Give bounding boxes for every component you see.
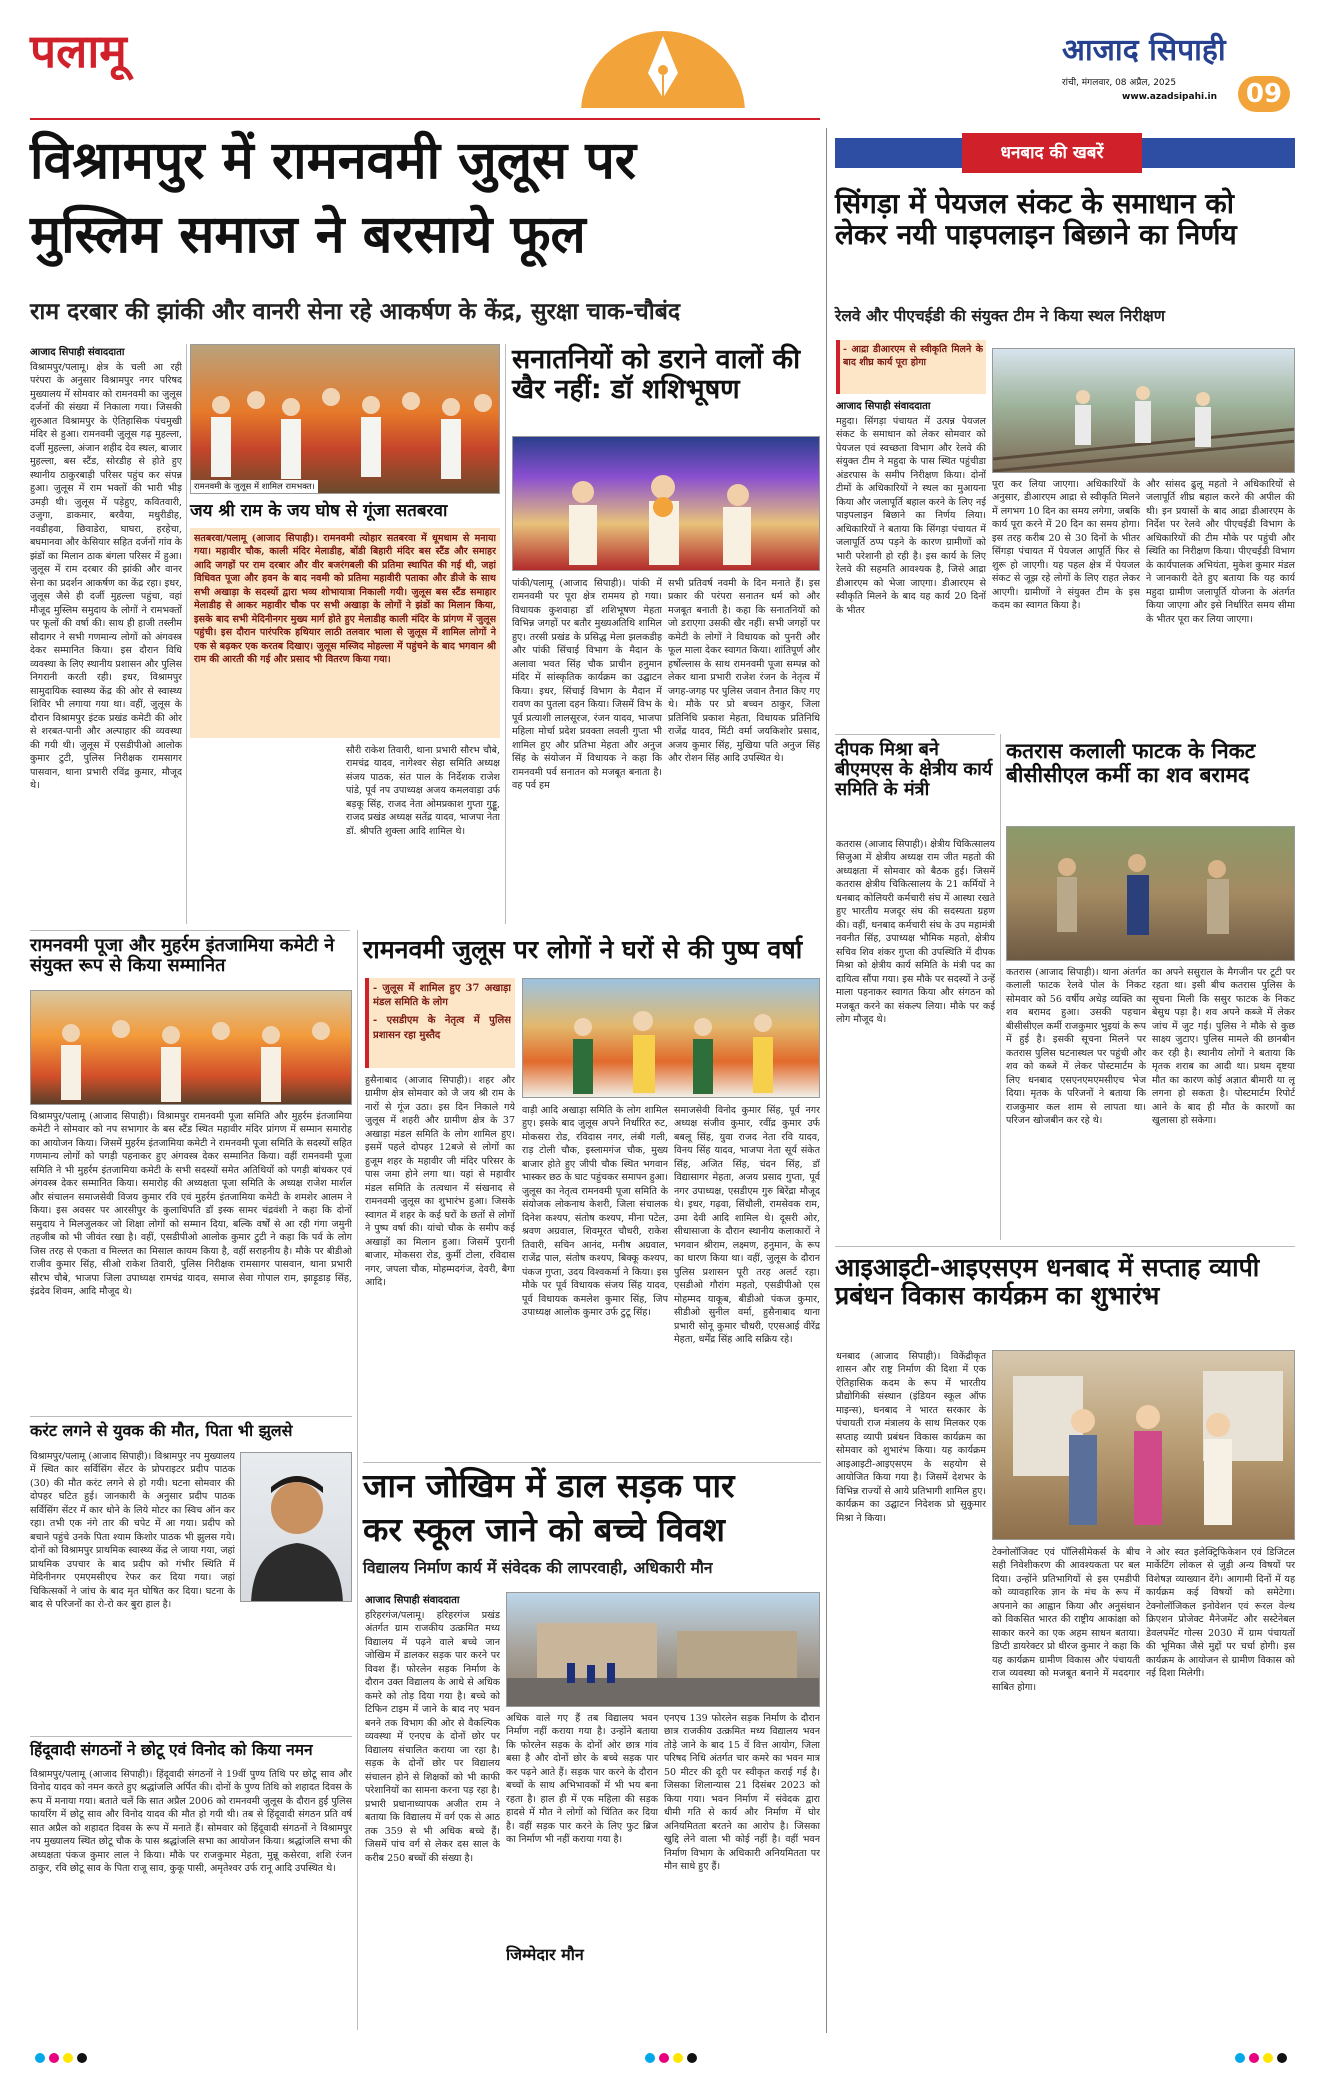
- iit-col2: [992, 1546, 1140, 2030]
- school-col1: [365, 1592, 500, 2028]
- iit-body-c: ने ओर स्वत इलेक्ट्रिफिकेशन एवं डिजिटल मार्केटिंग लोकल से जुड़ी अन्य विषयों पर विशेषज्ञ व्याख्यान देंगे। आगामी दिनों में यह कार्यक्रम कई विषयों को समेटेगा। टेक्नोलॉजिकल इनोवेशन एवं रूरल वेल्थ क्रिएशन प्रोजेक्ट मैनेजमेंट और सस्टेनेबल डेवलपमेंट गोल्स 2030 में ग्राम पंचायतों की भूमिका जैसे मुद्दों पर चर्चा होगी। इस कार्यक्रम के आयोजन से ग्रामीण विकास को नई दिशा मिलेगी।: [1146, 1547, 1295, 1680]
- main-byline: आजाद सिपाही संवाददाता: [30, 347, 125, 358]
- shashi-photo: [512, 436, 820, 571]
- main-procession-photo: [190, 344, 500, 494]
- site-url: www.azadsipahi.in: [1122, 92, 1217, 102]
- main-story-col3: [346, 744, 500, 924]
- juloos-point-2: - एसडीएम के नेतृत्व में पुलिस प्रशासन रहा मुस्तैद: [373, 1015, 511, 1041]
- satbarwa-intro-box: [190, 528, 500, 738]
- main-body: विश्रामपुर/पलामू। क्षेत्र के चली आ रही परंपरा के अनुसार विश्रामपुर नगर परिषद मुख्यालय में सोमवार को रामनवमी का जुलूस दर्जनों की संख्या में निकाला गया। जिसकी शुरुआत विश्रामपुर के ऐतिहासिक पंचमुखी मंदिर से हुआ। रामनवमी जुलूस गढ़ मुहल्ला, दर्जी मुहल्ला, अंजान शहीद देव स्थल, बाजार मुहल्ला, बस स्टैंड, सोरडीह से होते हुए स्थानीय ठाकुरबाड़ी परिसर पहुंच कर संपन्न हुआ। जुलूस में राम भक्तों की भारी भीड़ उमड़ी थी। जुलूस में पड़ेहुए, कवितवारी, उजुगा, डाकमार, बरवैया, मधुरीडीह, नवडीहवा, छिवाडेरा, घाघरा, हरहेचा, बघमानवा और केसियार सहित दर्जनों गांव के झंडों का मिलान ठाक बंगला परिसर में हुआ। जुलूस में राम दरबार की झांकी और वानर सेना का प्रदर्शन आकर्षण का केंद्र रहा। इधर, जुलूस जैसे ही दर्जी मुहल्ला पहुंचा, वहां मौजूद मुस्लिम समुदाय के लोगों ने रामभक्तों पर फूलों की वर्षा की। साथ ही हाजी तस्लीम सौदागर ने सभी गणमान्य लोगों को अंगवस्त्र देकर सम्मानित किया। इस दौरान विधि व्यवस्था के लिए स्थानीय प्रशासन और पुलिस निगरानी करती रही। इधर, विश्रामपुर सामुदायिक स्वास्थ्य केंद्र की ओर से स्वास्थ्य शिविर भी लगाया गया था। वहीं, जुलूस के दौरान विश्रामपुर इंटक प्रखंड कमेटी की ओर से शरबत-पानी और अल्पाहार की व्यवस्था की गयी थी। जुलूस में एसडीपीओ आलोक कुमार टुटी, पुलिस निरीक्षक रामसागर पासवान, थाना प्रभारी रविंद्र कुमार, मौजूद थे।: [30, 362, 182, 792]
- main-col3-body: सौरी राकेश तिवारी, थाना प्रभारी सौरभ चौबे, रामचंद्र यादव, नागेश्वर सेहा समिति अध्यक्ष संजय पाठक, संत पाल के निर्देशक राजेश पांडे, पूर्व नप उपाध्यक्ष अजय कमलवाड़ा उर्फ बड़कू सिंह, राजद नेता ओमप्रकाश गुप्ता गुड्डू, राजद प्रखंड अध्यक्ष सतेंद्र यादव, भाजपा नेता डॉ. श्रीपति शुक्ला आदि शामिल थे।: [346, 745, 500, 837]
- masthead-rule: [30, 118, 820, 120]
- juloos-body-c: समाजसेवी विनोद कुमार सिंह, पूर्व नगर अध्यक्ष संजीव कुमार, रवींद्र कुमार उर्फ बबलू सिंह, युवा राजद नेता रवि यादव, विनय सिंह यादव, भाजपा नेता सूर्य संकेत सिंह, अजित सिंह, चंदन सिंह, डॉ विद्यासागर मेहता, अजय प्रसाद गुप्ता, पूर्व नगर उपाध्यक्ष, एसडीएम गुरु बिरेंद्रा मौजूद थे। इधर, गढ़वा, सिंधौली, रामसेवक राम, उमा देवी आदि शामिल थे। दूसरी ओर, सीधासाजा के दौरान स्थानीय कलाकारों ने भगवान श्रीराम, लक्ष्मण, हनुमान, के रूप का धारण किया था। वहीं, जुलूस के दौरान पुलिस प्रशासन पूरी तरह अलर्ट रहा। एसडीओ गौरांग महतो, एसडीपीओ एस मोहम्मद याकूब, बीडीओ पंकज कुमार, सीडीओ सुनील वर्मा, हुसैनाबाद थाना प्रभारी सोनू कुमार चौधरी, एएसआई वीरेंद्र मेहता, धर्मेंद्र सिंह आदि सक्रिय रहे।: [674, 1105, 820, 1346]
- dhanbad-lead-col2: [992, 478, 1140, 728]
- section-label: पलामू: [30, 24, 127, 78]
- dhanbad-lead-headline: सिंगड़ा में पेयजल संकट के समाधान को लेकर नयी पाइपलाइन बिछाने का निर्णय: [835, 187, 1237, 252]
- deepak-body: कतरास (आजाद सिपाही)। क्षेत्रीय चिकित्सालय सिजुआ में क्षेत्रीय अध्यक्ष राम जीत महतो की अध्यक्षता में सोमवार को बैठक हुई। जिसमें कतरास क्षेत्रीय चिकित्सालय के 21 कर्मियों ने धनबाद कोलियरी कर्मचारी संघ में आस्था रखते हुए भारतीय मजदूर संघ की सदस्यता ग्रहण की। वहीं, धनबाद कर्मचारी संघ के उप महामंत्री नवनीत सिंह, उपाध्यक्ष भौमिक महतो, क्षेत्रीय सचिव शिव शंकर गुप्ता की उपस्थिति में दीपक मिश्रा को क्षेत्रीय कार्य समिति के मंत्री पद का दायित्व सौंपा गया। इस मौके पर सदस्यों ने उन्हें माला पहनाकर स्वागत किया और संगठन को मजबूत करने का संकल्प लिया। मौके पर कई लोग मौजूद थे।: [836, 839, 995, 1026]
- shashi-body-a: पांकी/पलामू (आजाद सिपाही)। पांकी में रामनवमी पर पूरा क्षेत्र राममय हो गया। विधायक कुशवाहा डॉ शशिभूषण मेहता विभिन्न जगहों पर बतौर मुख्यअतिथि शामिल हुए। तरसी प्रखंड के प्रसिद्ध मेला झलकडीह और पांकी सिंचाई विभाग के मैदान के अलावा भवत सिंह चौक प्राचीन हनुमान मंदिर में सांस्कृतिक कार्यक्रम का उद्घाटन किया। इधर, सिंचाई विभाग के मैदान में रावण का पुतला दहन किया। जिसमें विभ के पूर्व प्रत्याशी लालसूरज, रंजन यादव, भाजपा महिला मोर्चा प्रदेश प्रवक्ता लवली गुप्ता भी शामिल हुए और प्रतिभा मेहता और अनुज सिंह के संयोजन में विधायक ने कहा कि रामनवमी पर्व सनातन को मजबूत बनाता है। वह पर्व हम: [512, 578, 662, 792]
- school-photo: [506, 1592, 820, 1707]
- iit-body-a: धनबाद (आजाद सिपाही)। विकेंद्रीकृत शासन और राष्ट्र निर्माण की दिशा में एक ऐतिहासिक कदम के रूप में भारतीय प्रौद्योगिकी संस्थान (इंडियन स्कूल ऑफ माइन्स), धनबाद ने भारत सरकार के पंचायती राज मंत्रालय के साथ मिलकर एक सप्ताह व्यापी प्रबंधन विकास कार्यक्रम का सोमवार को शुभारंभ किया। यह कार्यक्रम आइआइटी-आइएसएम के सहयोग से आयोजित किया गया है। जिसमें देशभर के विभिन्न राज्यों से आये प्रतिभागी शामिल हुए। कार्यक्रम का उद्घाटन निदेशक प्रो सुकुमार मिश्रा ने किया।: [836, 1351, 986, 1524]
- muharram-headline: रामनवमी पूजा और मुहर्रम इंतजामिया कमेटी ने संयुक्त रूप से किया सम्मानित: [30, 935, 335, 977]
- dhanbad-lead-col1: [836, 398, 986, 728]
- hindu-body: विश्रामपुर/पलामू (आजाद सिपाही)। हिंदूवादी संगठनों ने 19वीं पुण्य तिथि पर छोटू साव और विनोद यादव को नमन करते हुए श्रद्धांजलि अर्पित की। दोनों के पुण्य तिथि को शहादत दिवस के रूप में मनाया गया। बताते चलें कि सात अप्रैल 2006 को रामनवमी जुलूस के दौरान हुई पुलिस फायरिंग में छोटू साव और विनोद यादव की मौत हो गयी थी। तब से हिंदूवादी संगठन प्रति वर्ष सात अप्रैल को शहादत दिवस के रूप में मनाते हैं। सोमवार को हिंदूवादी संगठनों ने विश्रामपुर नप मुख्यालय स्थित छोटू चौक के पास श्रद्धांजलि सभा का आयोजन किया। श्रद्धांजलि सभा की अध्यक्षता पंकज कुमार लाल ने किया। मौके पर राजकुमार मेहता, मुन्नू कसेरवा, शशि रंजन ठाकुर, रवि छोटू साव के पिता राजू साव, कुकू पासी, अमृतेश्वर उर्फ रानू आदि उपस्थित थे।: [30, 1769, 352, 1875]
- school-headline-line2: कर स्कूल जाने को बच्चे विवश: [363, 1510, 726, 1549]
- col-rule: [1000, 734, 1001, 1240]
- school-body-b: अधिक वाले गए हैं तब विद्यालय भवन निर्माण नहीं कराया गया है। उन्होंने बताया कि फोरलेन सड़क के दोनों ओर छात्र गांव बसा है और दोनों छोर के बच्चे सड़क पार कर पढ़ने आते हैं। सड़क पार करने के दौरान बच्चों के साथ अभिभावकों में भी भय बना रहता है। हाल ही में एक महिला की सड़क हादसे में मौत ने लोगों को चिंतित कर दिया है। वहीं सड़क पार करने के लिए फुट ब्रिज का निर्माण भी नहीं कराया गया है।: [506, 1713, 658, 1846]
- masthead-emblem: [578, 18, 748, 108]
- iit-col3: [1146, 1546, 1295, 2030]
- dateline: रांची, मंगलवार, 08 अप्रैल, 2025: [1062, 78, 1177, 88]
- juloos-col1: [365, 1074, 515, 1456]
- page-number: 09: [1238, 76, 1290, 112]
- main-photo-caption: रामनवमी के जुलूस में शामिल रामभक्त।: [191, 480, 318, 493]
- section-rule: [835, 1246, 1295, 1247]
- katras-photo: [1006, 826, 1295, 961]
- juloos-points-box: [365, 978, 515, 1068]
- juloos-body-b: वाड़ी आदि अखाड़ा समिति के लोग शामिल हुए। इसके बाद जुलूस अपने निर्धारित रुट, मोकसरा रोड, रविदास नगर, लंबी गली, राड़ टोली चौक, इस्लामगंज चौक, मुख्य बाजार होते हुए जीपी चौक स्थित भगवान भास्कर छठ के घाट पहुंचकर समापन हुआ। जुलूस का नेतृत्व रामनवमी पूजा समिति के संयोजक लोकनाथ केशरी, जिला संचालक दिनेश कश्यप, संतोष कश्यप, मीना पटेल, श्रवण अग्रवाल, शिवमूरत चौधरी, राकेश तिवारी, सचिन आनंद, मनीष अग्रवाल, राजेंद्र पाल, संतोष कश्यप, बिक्कू कश्यप, पंकज गुप्ता, उदय विश्वकर्मा ने किया। इस मौके पर पूर्व विधायक संजय सिंह यादव, पूर्व विधायक कमलेश कुमार सिंह, जिप उपाध्यक्ष आलोक कुमार उर्फ टुटू सिंह।: [522, 1105, 668, 1319]
- school-byline: आजाद सिपाही संवाददाता: [365, 1595, 460, 1606]
- col-rule: [505, 344, 506, 924]
- school-box-title: जिम्मेदार मौन: [506, 1945, 584, 1964]
- juloos-headline: रामनवमी जुलूस पर लोगों ने घरों से की पुष्प वर्षा: [363, 935, 803, 964]
- dhanbad-lead-point: - आद्रा डीआरएम से स्वीकृति मिलने के बाद शीघ्र कार्य पूरा होगा: [843, 344, 983, 369]
- current-headline: करंट लगने से युवक की मौत, पिता भी झुलसे: [30, 1421, 293, 1440]
- hindu-headline: हिंदूवादी संगठनों ने छोटू एवं विनोद को किया नमन: [30, 1741, 313, 1759]
- dhanbad-lead-box: [836, 340, 986, 394]
- iit-photo: [992, 1350, 1295, 1540]
- dhanbad-lead-byline: आजाद सिपाही संवाददाता: [836, 401, 931, 412]
- current-body: विश्रामपुर/पलामू (आजाद सिपाही)। विश्रामपुर नप मुख्यालय में स्थित कार सर्विसिंग सेंटर के प्रोपराइटर प्रदीप पाठक (30) की मौत करंट लगने से हो गयी। घटना सोमवार की दोपहर घटित हुई। जानकारी के अनुसार प्रदीप पाठक सर्विसिंग सेंटर में कार धोने के लिये मोटर का स्विच ऑन कर रहा। तभी एक नंगे तार की चपेट में आ गया। प्रदीप को बचाने पहुंचे उनके पिता श्याम किशोर पाठक भी झुलस गये। दोनों को विश्रामपुर प्राथमिक स्वास्थ्य केंद्र ले जाया गया, जहां प्राथमिक उपचार के बाद प्रदीप को गंभीर स्थिति में मेदिनीनगर एमएमसीएच रेफर कर दिया गया। जहां चिकित्सकों ने जांच के बाद मृत घोषित कर दिया। घटना के बाद से परिजनों का रो-रो कर बुरा हाल है।: [30, 1451, 235, 1611]
- satbarwa-headline: जय श्री राम के जय घोष से गूंजा सतबरवा: [190, 501, 448, 521]
- juloos-point-1: - जुलूस में शामिल हुए 37 अखाड़ा मंडल समिति के लोग: [373, 983, 511, 1009]
- school-body-a: हरिहरगंज/पलामू। हरिहरगंज प्रखंड अंतर्गत ग्राम राजकीय उत्क्रमित मध्य विद्यालय में पढ़ने वाले बच्चे जान जोखिम में डालकर सड़क पार करने पर विवश हैं। फोरलेन सड़क निर्माण के दौरान उक्त विद्यालय के आधे से अधिक कमरे को तोड़ दिया गया है। बच्चे को टिफिन टाइम में जाने के बाद नए भवन बनने तक विभाग की ओर से वैकल्पिक व्यवस्था में एनएच के दोनों छोर पर विद्यालय संचालित कराया जा रहा है। सड़क के दोनों छोर पर विद्यालय संचालन होने से शिक्षकों को भी काफी परेशानियों का सामना करना पड़ रहा है। प्रभारी प्रधानाध्यापक अजीत राम ने बताया कि विद्यालय में वर्ग एक से आठ तक 359 से भी अधिक बच्चे हैं। जिसमें पांच वर्ग से लेकर दस साल के करीब 250 बच्चों की संख्या है।: [365, 1610, 500, 1864]
- school-col2: [506, 1712, 658, 2028]
- katras-col2: [1152, 966, 1295, 1238]
- shashi-body-b: सभी प्रतिवर्ष नवमी के दिन मनाते हैं। इस प्रकार की परंपरा सनातन धर्म को और मजबूत बनाती है। कहा कि सनातनियों को जो डराएगा उसकी खैर नहीं। सभी जगहों पर कमेटी के लोगों ने विधायक को पुनरी और फूल माला देकर स्वागत किया। शांतिपूर्ण और हर्षोल्लास के साथ रामनवमी पूजा सम्पन्न को लेकर थाना प्रभारी राजेश रंजन के नेतृत्व में जगह-जगह पर पुलिस जवान तैनात किए गए थे। मौके पर प्रो बच्चन ठाकुर, जिला प्रतिनिधि प्रकाश मेहता, विधायक प्रतिनिधि राजेंद्र यादव, मिंटी वर्मा जयकिशोर प्रसाद, अजय कुमार सिंह, मुखिया पति अनुज सिंह और रोशन सिंह आदि उपस्थित थे।: [668, 578, 820, 765]
- pen-nib-icon: [578, 18, 748, 108]
- section-rule: [30, 930, 350, 931]
- col-rule: [186, 344, 187, 924]
- katras-headline: कतरास कलाली फाटक के निकट बीसीसीएल कर्मी का शव बरामद: [1006, 739, 1256, 787]
- dhanbad-section-label: धनबाद की खबरें: [962, 133, 1142, 173]
- deepak-headline: दीपक मिश्रा बने बीएमएस के क्षेत्रीय कार्य समिति के मंत्री: [835, 739, 993, 801]
- iit-col1: [836, 1350, 986, 2030]
- main-headline-line1: विश्रामपुर में रामनवमी जुलूस पर: [30, 131, 637, 191]
- dhanbad-lead-col3: [1146, 478, 1295, 728]
- school-body-c: एनएच 139 फोरलेन सड़क निर्माण के दौरान छात्र राजकीय उत्क्रमित मध्य विद्यालय भवन तोड़े जाने के बाद 15 वें वित्त आयोग, जिला परिषद निधि अंतर्गत चार कमरे का भवन मात्र 50 मीटर की दूरी पर स्वीकृत कराई गई है। जिसका शिलान्यास 21 दिसंबर 2023 को किया गया। भवन निर्माण में संवेदक द्वारा धीमी गति से कार्य और निर्माण में घोर अनियमितता बरतने का आरोप है। जिसका खुद्दि लेने वाला भी कोई नहीं है। वहीं भवन निर्माण विभाग के अधिकारी अनियमितता पर मौन साधे हुए हैं।: [664, 1713, 820, 1873]
- muharram-story: [30, 1110, 352, 1410]
- dhanbad-lead-body-c: और सांसद ढुलू महतो ने अधिकारियों से जलापूर्ति शीघ्र बहाल करने की अपील की थी। इन प्रयासों के बाद आद्रा डीआरएम के निर्देश पर रेलवे और पीएचईडी विभाग के अधिकारियों की टीम मौके पर पहुंची और स्थिति का निरीक्षण किया। पीएचईडी विभाग के कार्यपालक अभियंता, मुकेश कुमार मंडल ने जानकारी देते हुए बताया कि यह कार्य महुदा ग्रामीण जलापूर्ति योजना के अंतर्गत किया जाएगा और इसे निर्धारित समय सीमा के भीतर पूरा कर लिया जाएगा।: [1146, 479, 1295, 625]
- section-rule: [363, 1462, 821, 1463]
- main-body-cont: [190, 744, 340, 924]
- satbarwa-intro: सतबरवा/पलामू (आजाद सिपाही)। रामनवमी त्योहार सतबरवा में धूमधाम से मनाया गया। महावीर चौक, काली मंदिर मेलाडीह, बोंडी बिहारी मंदिर बस स्टैंड और समाहर आदि जगहों पर राम दरबार और वीर बजरंगबली की प्रतिमा स्थापित की गई थी, जहां विधिवत पूजा और हवन के बाद नवमी को प्रतिमा महावीरी पताका और डीजे के साथ सभी अखाड़ा के सदस्यों द्वारा भव्य शोभायात्रा निकाली गयी। जुलूस बस स्टैंड समाहार मेलाडीह से आकर महावीर चौक पर सभी अखाड़ा के लोगों ने झंडों का मिलान किया, इसके बाद सभी मेदिनीनगर मुख्य मार्ग होते हुए मेलाडीह काली मंदिर के प्रांगण में जुलूस पहुंची। इस दौरान पारंपरिक हथियार लाठी तलवार भाला से जुलूस में शामिल लोगों ने एक से बढ़कर एक करतब दिखाए। जुलूस मस्जिद मोहल्ला में पहुंचने के बाद भगवान श्री राम की आरती की गई और प्रसाद भी वितरण किया गया।: [194, 533, 496, 666]
- current-story: [30, 1450, 235, 1730]
- shashi-col1: [512, 577, 662, 924]
- juloos-photo: [522, 978, 820, 1098]
- section-rule: [835, 734, 995, 735]
- muharram-photo: [30, 990, 352, 1105]
- col-rule: [357, 930, 358, 2030]
- katras-body-b: का अपने ससुराल के मैगजीन पर टूटी पर रहता था। इसी बीच कतरास पुलिस के सूचना मिली कि ससुर फाटक के निकट बेसुध पड़ा है। शव अपने कब्जे में लेकर जांच में जुट गई। पुलिस ने मौके से कुछ साक्ष्य जुटाए। पुलिस मामले की छानबीन कर रही है। स्थानीय लोगों ने बताया कि मृतक शराब का आदी था। प्रथम दृष्टया मौत का कारण कोई अज्ञात बीमारी या लू लगना हो सकता है। पोस्टमार्टम रिपोर्ट आने के बाद ही मौत के कारणों का खुलासा हो सकेगा।: [1152, 967, 1295, 1127]
- section-rule: [30, 1736, 352, 1737]
- paper-name: आजाद सिपाही: [1062, 33, 1226, 68]
- school-headline-line1: जान जोखिम में डाल सड़क पार: [363, 1466, 735, 1505]
- dhanbad-lead-subheadline: रेलवे और पीएचईडी की संयुक्त टीम ने किया स्थल निरीक्षण: [835, 307, 1165, 325]
- main-subheadline: राम दरबार की झांकी और वानरी सेना रहे आकर्षण के केंद्र, सुरक्षा चाक-चौबंद: [30, 299, 681, 325]
- school-subheadline: विद्यालय निर्माण कार्य में संवेदक की लापरवाही, अधिकारी मौन: [363, 1559, 713, 1577]
- color-registration-marks: [30, 2050, 1295, 2064]
- dhanbad-lead-body-a: महुदा। सिंगड़ा पंचायत में उत्पन्न पेयजल संकट के समाधान को लेकर सोमवार को पेयजल एवं स्वच्छता विभाग और रेलवे की संयुक्त टीम ने महुदा के पास स्थित पहुंचीडा अंडरपास के समीप निरीक्षण किया। दोनों टीमों के अधिकारियों ने स्थल का मुआयना किया और जलापूर्ति बहाल करने के लिए नई पाइपलाइन बिछाने का निर्णय लिया। अधिकारियों ने बताया कि सिंगड़ा पंचायत में जलापूर्ति ठप्प पड़ने के कारण ग्रामीणों को भारी परेशानी हो रही है। इस कार्य के लिए रेलवे की सहमति आवश्यक है, जिसे आद्रा डीआरएम को भेजा जाएगा। डीआरएम से स्वीकृति मिलने के बाद यह कार्य 20 दिनों के भीतर: [836, 416, 986, 616]
- juloos-col3: [674, 1104, 820, 1456]
- shashi-col2: [668, 577, 820, 924]
- current-victim-photo: [240, 1452, 352, 1602]
- page-divider: [826, 128, 827, 2033]
- section-rule: [30, 1416, 352, 1417]
- main-story-col2-cont: [190, 744, 340, 924]
- katras-body-a: कतरास (आजाद सिपाही)। थाना अंतर्गत कलाली फाटक रेलवे पोल के निकट सोमवार को 56 वर्षीय अधेड़ व्यक्ति का शव बरामद हुआ। उसकी पहचान बीसीसीएल कर्मी राजकुमार भुइयां के रूप में हुई है। इसकी सूचना मिलने पर कतरास पुलिस घटनास्थल पर पहुंची और शव को कब्जे में लेकर पोस्टमार्टम के लिए धनबाद एसएनएमएमसीएच भेज दिया। मृतक के परिजनों ने बताया कि राजकुमार कल शाम से लापता था। परिजन खोजबीन कर रहे थे।: [1006, 967, 1146, 1127]
- shashi-headline: सनातनियों को डराने वालों की खैर नहीं: डॉ शशिभूषण: [512, 344, 801, 406]
- school-col3: [664, 1712, 820, 2028]
- main-story-col1: [30, 344, 182, 924]
- juloos-body-a: हुसैनाबाद (आजाद सिपाही)। शहर और ग्रामीण क्षेत्र सोमवार को जै जय श्री राम के नारों से गूंज उठा। इस दिन निकाले गये जुलूस में शहरी और ग्रामीण क्षेत्र के 37 अखाड़ा मंडल समिति के लोग शामिल हुए। इसमें पहले दोपहर 12बजे से लोगों का हुजूम शहर के महावीर जी मंदिर परिसर के पास जमा होने लगा था। यहां से महावीर मंडल समिति के तत्वधान में संखनाद से रामनवमी जुलूस का शुभारंभ हुआ। जिसके स्वागत में शहर के कई घरों के छतों से लोगों ने पुष्प वर्षा की। यांचो चौक के समीप कई अखाड़ों का मिलान हुआ। जिसमें पुरानी बाजार, मोकसरा रोड, कुर्मी टोला, रविदास नगर, जपला चौक, मोहम्मदगंज, देवरी, बैगा आदि।: [365, 1075, 515, 1289]
- main-headline-line2: मुस्लिम समाज ने बरसाये फूल: [30, 205, 586, 265]
- deepak-story: [836, 838, 995, 1238]
- juloos-col2: [522, 1104, 668, 1456]
- iit-body-b: टेक्नोलॉजिक्ट एवं पॉलिसीमेकर्स के बीच सही निवेशीकरण की आवश्यकता पर बल दिया। उन्होंने प्रतिभागियों से इस एमडीपी को व्यावहारिक ज्ञान के मंच के रूप में अपनाने का आह्वान किया और अनुसंधान को विकसित भारत की राष्ट्रीय आकांक्षा को साकार करने का एक अहम साधन बताया। डिप्टी डायरेक्टर प्रो धीरज कुमार ने कहा कि यह कार्यक्रम ग्रामीण विकास और पंचायती राज व्यवस्था को मजबूत बनाने में मददगार साबित होगा।: [992, 1547, 1140, 1693]
- dhanbad-lead-body-b: पूरा कर लिया जाएगा। अधिकारियों के अनुसार, डीआरएम आद्रा से स्वीकृति मिलने में लगभग 10 दिन का समय लगेगा, जबकि कार्य पूरा करने में 20 दिन का समय होगा। इस तरह करीब 20 से 30 दिनों के भीतर सिंगड़ा पंचायत में पेयजल आपूर्ति फिर से शुरू हो जाएगी। यह पहल क्षेत्र में पेयजल संकट से जूझ रहे लोगों के लिए राहत लेकर आएगी। ग्रामीणों ने संयुक्त टीम के इस कदम का स्वागत किया है।: [992, 479, 1140, 612]
- iit-headline: आइआइटी-आइएसएम धनबाद में सप्ताह व्यापी प्रबंधन विकास कार्यक्रम का शुभारंभ: [835, 1253, 1260, 1310]
- hindu-story: [30, 1768, 352, 2028]
- dhanbad-lead-photo: [992, 348, 1295, 473]
- muharram-body: विश्रामपुर/पलामू (आजाद सिपाही)। विश्रामपुर रामनवमी पूजा समिति और मुहर्रम इंतजामिया कमेटी ने सोमवार को नप सभागार के बस स्टैंड स्थित महावीर मंदिर प्रांगण में सम्मान समारोह का आयोजन किया। जिसमें मुहर्रम इंतजामिया कमेटी ने रामनवमी पूजा समिति के सदस्यों सहित गणमान्य लोगों को पगड़ी पहनाकर हुए अंगवस्त्र देकर सम्मानित किया। वहीं रामनवमी पूजा समिति ने भी मुहर्रम इंतजामिया कमेटी के सभी सदस्यों समेत अतिथियों को पगड़ी बांधकर एवं अंगवस्त्र देकर सम्मानित किया। समारोह की अध्यक्षता पूजा समिति के अध्यक्ष राजेश मार्शल और संचालन समाजसेवी विजय कुमार रवि एवं मुहर्रम इंतजामिया कमेटी के शमशेर आलम ने किया। इस अवसर पर आरसीपुर के कुलाधिपति डॉ इस्क सामर चंद्रवंशी ने कहा कि दोनों समुदाय ने मिलजुलकर जो शिक्षा लोगों को सम्मान दिया, बल्कि वर्षों से आ रही गंगा जमुनी तहजीब को भी जीवंत रखा है। वहीं, एसडीपीओ आलोक कुमार टुटी ने कहा कि पर्व के लोग जिस तरह से एकता व मिल्लत का मिसाल कायम किया है, वहीं सराहनीय है। मौके पर बीडीओ राजीव कुमार सिंह, सीओ राकेश तिवारी, पुलिस निरीक्षक रामसागर पासवान, थाना प्रभारी सौरभ चौबे, भाजपा जिला उपाध्यक्ष रामचंद्र यादव, समाज सेवा गोपाल राम, झाड़ूडाड़ सिंह, इंद्रदेव शिवम, आदि मौजूद थे।: [30, 1111, 352, 1298]
- katras-col1: [1006, 966, 1146, 1238]
